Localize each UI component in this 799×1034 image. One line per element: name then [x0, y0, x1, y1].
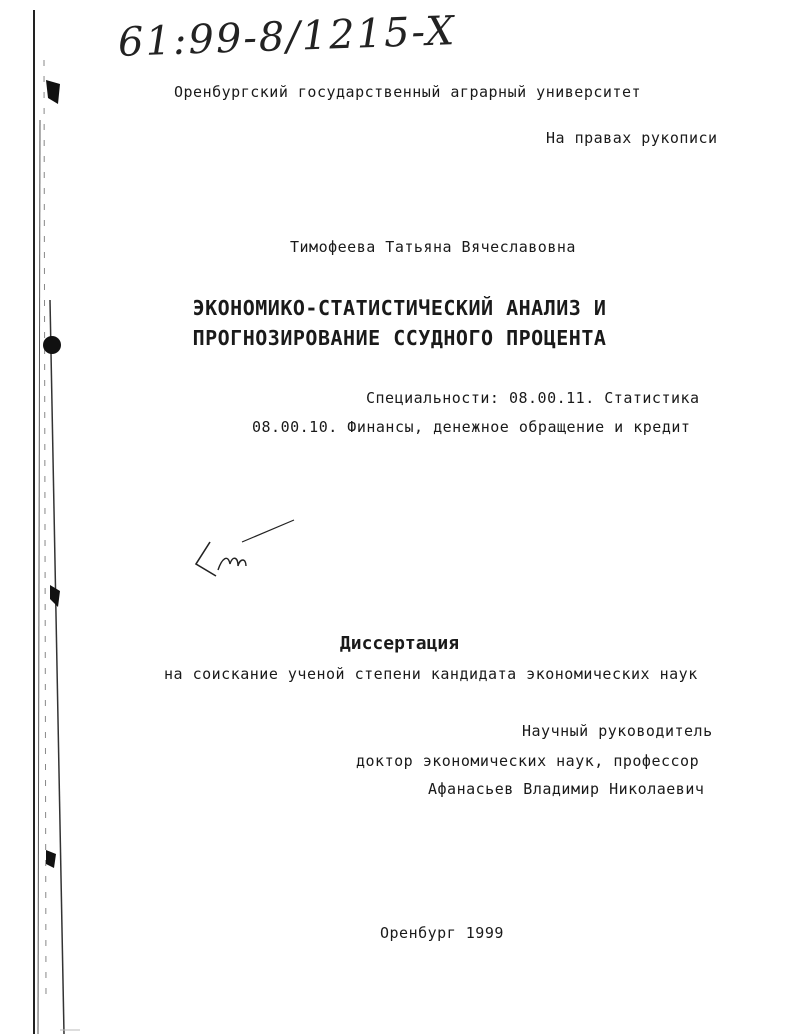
dissertation-subtitle: на соискание ученой степени кандидата экономических наук [164, 665, 698, 683]
dissertation-heading: Диссертация [339, 633, 460, 654]
binding-edge [0, 0, 80, 1034]
supervisor-degree: доктор экономических наук, профессор [356, 752, 700, 770]
supervisor-name: Афанасьев Владимир Николаевич [428, 780, 705, 798]
place-year: Оренбург 1999 [380, 924, 504, 942]
supervisor-label: Научный руководитель [522, 722, 713, 740]
handwritten-code: 61:99-8/1215-X [117, 8, 457, 66]
university-name: Оренбургский государственный аграрный университет [174, 83, 642, 101]
signature [188, 512, 308, 592]
specialties-line-1: Специальности: 08.00.11. Статистика [366, 389, 700, 407]
author-name: Тимофеева Татьяна Вячеславовна [290, 238, 576, 256]
manuscript-note: На правах рукописи [546, 129, 718, 147]
specialties-line-2: 08.00.10. Финансы, денежное обращение и кредит [252, 418, 691, 436]
thesis-title-line-2: ПРОГНОЗИРОВАНИЕ ССУДНОГО ПРОЦЕНТА [192, 326, 607, 350]
thesis-title-line-1: ЭКОНОМИКО-СТАТИСТИЧЕСКИЙ АНАЛИЗ И [192, 296, 607, 320]
